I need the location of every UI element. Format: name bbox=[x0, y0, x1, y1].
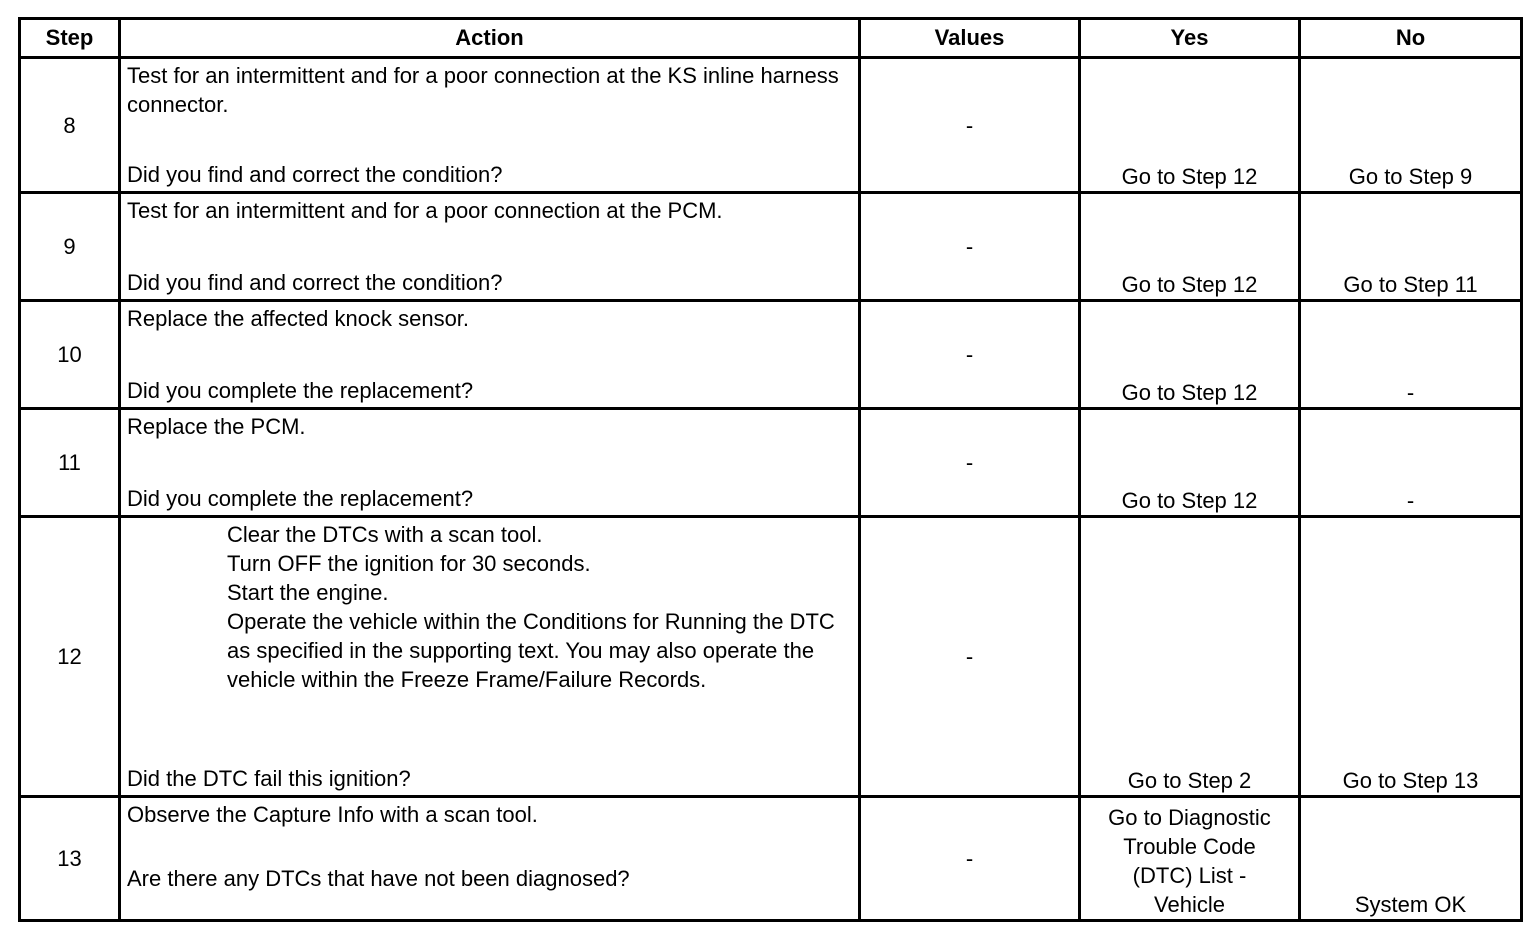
values-cell: - bbox=[860, 409, 1080, 517]
action-cell bbox=[120, 797, 860, 921]
step-number: 12 bbox=[20, 517, 120, 797]
step-number: 11 bbox=[20, 409, 120, 517]
action-question: Did you find and correct the condition? bbox=[127, 270, 503, 295]
header-action: Action bbox=[120, 19, 860, 58]
action-text: Test for an intermittent and for a poor connection at the KS inline harness connector. bbox=[127, 63, 839, 117]
action-list-item: Operate the vehicle within the Conditions for Running the DTC as specified in the supporting text. You may also operate the vehicle within the Freeze Frame/Failure Records. bbox=[227, 609, 835, 692]
action-question: Did the DTC fail this ignition? bbox=[127, 766, 411, 791]
header-no: No bbox=[1300, 19, 1522, 58]
table-row bbox=[20, 517, 1522, 797]
table-row bbox=[20, 409, 1522, 517]
action-cell bbox=[120, 193, 860, 301]
step-number: 9 bbox=[20, 193, 120, 301]
table-row bbox=[20, 58, 1522, 193]
action-list-item: Start the engine. bbox=[227, 580, 389, 605]
action-text: Test for an intermittent and for a poor connection at the PCM. bbox=[127, 198, 723, 223]
step-number: 10 bbox=[20, 301, 120, 409]
step-number: 13 bbox=[20, 797, 120, 921]
yes-cell: Go to Step 12 bbox=[1080, 193, 1300, 301]
table-row bbox=[20, 797, 1522, 921]
header-yes: Yes bbox=[1080, 19, 1300, 58]
action-question: Did you find and correct the condition? bbox=[127, 162, 503, 187]
no-cell: Go to Step 13 bbox=[1300, 517, 1522, 797]
no-cell: - bbox=[1300, 409, 1522, 517]
table-row bbox=[20, 193, 1522, 301]
yes-cell: Go to Step 12 bbox=[1080, 58, 1300, 193]
no-cell: Go to Step 11 bbox=[1300, 193, 1522, 301]
header-values: Values bbox=[860, 19, 1080, 58]
action-step-list bbox=[127, 520, 852, 694]
values-cell: - bbox=[860, 797, 1080, 921]
action-question: Are there any DTCs that have not been diagnosed? bbox=[127, 866, 630, 891]
values-cell: - bbox=[860, 58, 1080, 193]
values-cell: - bbox=[860, 301, 1080, 409]
values-cell: - bbox=[860, 517, 1080, 797]
table-row bbox=[20, 301, 1522, 409]
header-step: Step bbox=[20, 19, 120, 58]
action-text: Replace the affected knock sensor. bbox=[127, 306, 470, 331]
no-cell: - bbox=[1300, 301, 1522, 409]
diagnostic-table bbox=[18, 17, 1523, 922]
no-cell: Go to Step 9 bbox=[1300, 58, 1522, 193]
values-cell: - bbox=[860, 193, 1080, 301]
action-text: Observe the Capture Info with a scan tool. bbox=[127, 802, 538, 827]
action-cell bbox=[120, 517, 860, 797]
action-cell bbox=[120, 301, 860, 409]
header-row bbox=[20, 19, 1522, 58]
step-number: 8 bbox=[20, 58, 120, 193]
yes-cell: Go to Step 2 bbox=[1080, 517, 1300, 797]
yes-cell: Go to Step 12 bbox=[1080, 301, 1300, 409]
action-cell bbox=[120, 58, 860, 193]
action-list-item: Clear the DTCs with a scan tool. bbox=[227, 522, 543, 547]
no-cell: System OK bbox=[1300, 797, 1522, 921]
action-list-item: Turn OFF the ignition for 30 seconds. bbox=[227, 551, 591, 576]
action-question: Did you complete the replacement? bbox=[127, 378, 474, 403]
action-question: Did you complete the replacement? bbox=[127, 486, 474, 511]
yes-cell: Go to Diagnostic Trouble Code (DTC) List - Vehicle bbox=[1080, 797, 1300, 921]
yes-cell: Go to Step 12 bbox=[1080, 409, 1300, 517]
action-text: Replace the PCM. bbox=[127, 414, 306, 439]
action-cell bbox=[120, 409, 860, 517]
